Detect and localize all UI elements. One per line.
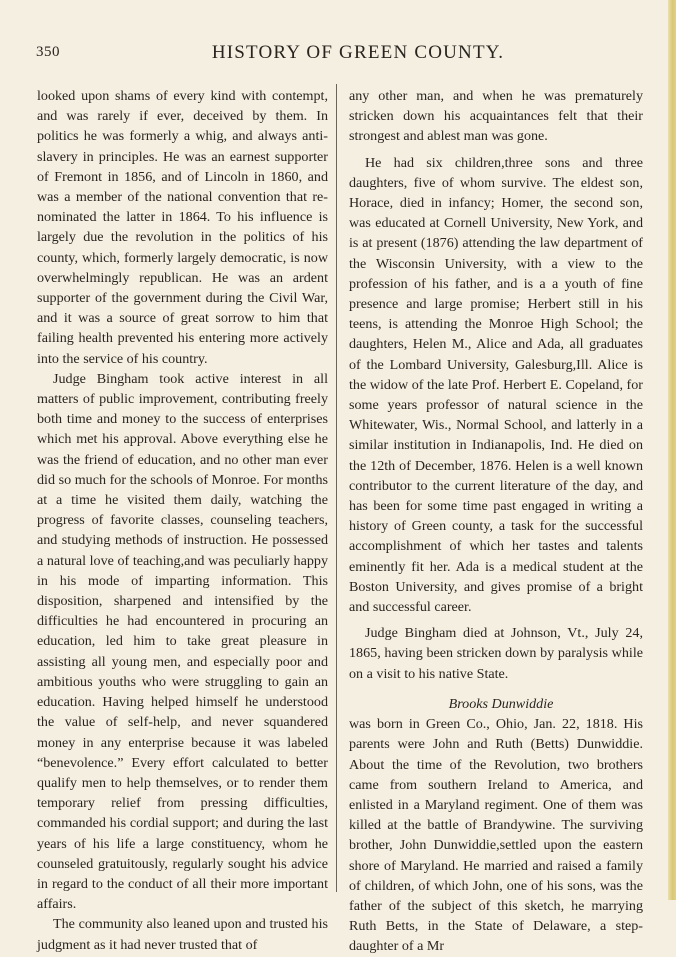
paragraph: The community also leaned upon and trusted his judgment as it had never trusted that of <box>37 916 328 953</box>
paragraph: any other man, and when he was prematurely stricken down his acquaintances felt that their strongest and ablest man was gone. <box>349 88 643 145</box>
running-title: HISTORY OF GREEN COUNTY. <box>211 42 505 63</box>
page-number: 350 <box>36 44 60 60</box>
biography-subject-name: Brooks Dunwiddie <box>448 695 554 712</box>
paragraph: looked upon shams of every kind with contempt, and was rarely if ever, deceived by them. In politics he was formerly a whig, and always anti-slavery in principles. He was an earnest supporter of Fremont in 1856, and of Lincoln in 1860, and was a member of the national convention that re-nominated the latter in 1864. To his influence is largely due the revolution in the politics of his county, which, formerly largely democratic, is now overwhelmingly republican. He was an ardent supporter of the government during the Civil War, and it was a source of great sorrow to him that failing health prevented his entering more actively into the service of his country. <box>37 88 328 367</box>
page-header <box>36 42 640 70</box>
paragraph: He had six children,three sons and three daughters, five of whom survive. The eldest son, Horace, died in infancy; Homer, the second son, was educated at Cornell University, New York, and is at present (1876) attending the law department of the Wisconsin University, with a view to the profession of his father, and is a a youth of fine presence and large promise; Herbert still in his teens, is attending the Monroe High School; the daughters, Helen M., Alice and Ada, all graduates of the Lombard University, Galesburg,Ill. Alice is the widow of the late Prof. Herbert E. Copeland, for some years professor of natural science in the Whitewater, Wis., Normal School, and latterly in a similar institution in Indianapolis, Ind. He died on the 12th of December, 1876. Helen is a well known contributor to the current literature of the day, and has been for some time past engaged in writing a history of Green county, a task for the successful accomplishment of which her tastes and talents eminently fit her. Ada is a medical student at the Boston University, and gives promise of a bright and successful career. <box>349 154 643 616</box>
paragraph: Judge Bingham died at Johnson, Vt., July 24, 1865, having been stricken down by paralysis while on a visit to his native State. <box>349 625 643 682</box>
right-column <box>349 86 643 957</box>
paragraph: Judge Bingham took active interest in all matters of public improvement, contributing freely both time and money to the success of enterprises which met his approval. Above everything else he was the friend of education, and no other man ever did so much for the schools of Monroe. For months at a time he visited them daily, watching the progress of favorite classes, counseling teachers, and studying methods of instruction. He possessed a natural love of teaching,and was peculiarly happy in his mode of imparting information. This disposition, sharpened and intensified by the difficulties he had encountered in procuring an education, led him to take great pleasure in assisting all young men, and especially poor and ambitious youths who were struggling to gain an education. Having helped himself he understood the value of self-help, and never squandered money in any enterprise because it was labeled “benevolence.” Every effort calculated to better qualify men to help themselves, or to render them temporary relief from pressing difficulties, commanded his cordial support; and during the last years of his life a large constituency, whom he counseled gratuitously, regularly sought his advice in regard to the conduct of all their more important affairs. <box>37 370 328 913</box>
page-edge-binding <box>668 0 676 900</box>
column-divider <box>336 84 337 892</box>
left-column <box>37 86 328 955</box>
paragraph: was born in Green Co., Ohio, Jan. 22, 1818. His parents were John and Ruth (Betts) Dunwiddie. About the time of the Revolution, two brothers came from southern Ireland to America, and enlisted in a Maryland regiment. One of them was killed at the battle of Brandywine. The surviving brother, John Dunwiddie,settled upon the eastern shore of Maryland. He married and raised a family of children, of which John, one of his sons, was the father of the subject of this sketch, he marrying Ruth Betts, in the State of Delaware, a step-daughter of a Mr <box>349 716 643 955</box>
